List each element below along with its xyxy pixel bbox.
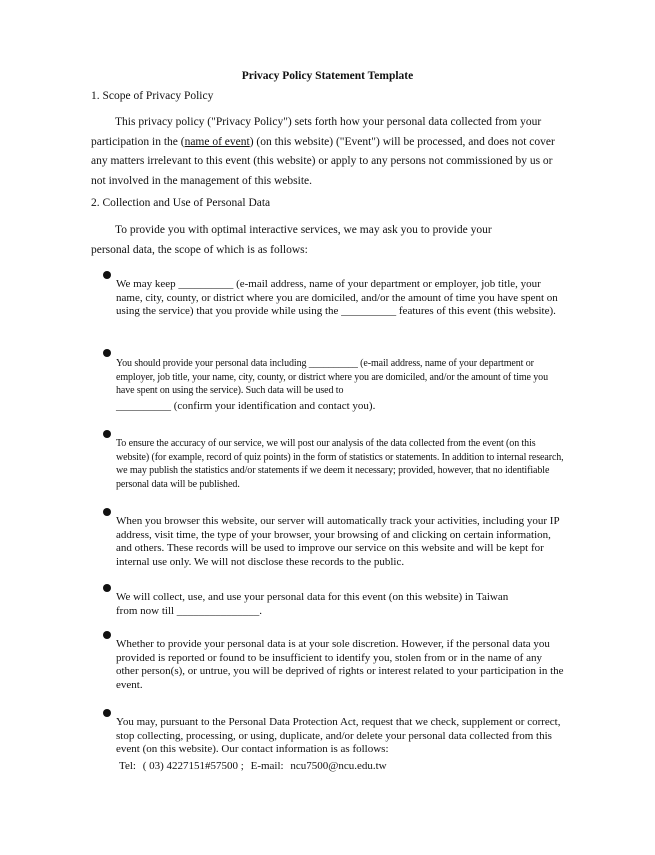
bullet-icon [103, 430, 111, 438]
email-label: E-mail: [250, 760, 284, 772]
list-item: You may, pursuant to the Personal Data Protection Act, request that we check, supplement or correct, stop collecting, processing, or using, duplicate, and/or delete your personal data collected from this event (on this website). Our contact information is as follows: [116, 716, 561, 755]
list-item: Whether to provide your personal data is at your sole discretion. However, if the personal data you provided is reported or found to be insufficient to identify you, stolen from or in the name of any other person(s), or untrue, you will be deprived of rights or interest related to your participation in the event. [116, 638, 564, 691]
bullet-icon [103, 584, 111, 592]
list-item: To ensure the accuracy of our service, we will post our analysis of the data collected from the event (on this website) (for example, record of quiz points) in the form of statistics or statements. In addition to internal research, we may publish the statistics and/or statements if we deem it necessary; provided, however, that no identifiable personal data will be published. [116, 438, 564, 490]
section-2-intro: To provide you with optimal interactive services, we may ask you to provide your personal data, the scope of which is as follows: [91, 224, 492, 256]
tel-value: ( 03) 4227151#57500 ; [142, 760, 244, 772]
section-1-text-b: ) (on this website) ("Event") will be processed, and does not cover any matters irrelevant to this event (this website) or apply to any persons not commissioned by us or not involved in the management of this website. [91, 135, 555, 187]
list-item: You should provide your personal data including __________ (e-mail address, name of your department or employer, job title, your name, city, county, or district where you are domiciled, and/or the amount of time you have spent on using the service). Such data will be used to [116, 358, 548, 396]
bullet-icon [103, 631, 111, 639]
document-title: Privacy Policy Statement Template [241, 70, 414, 82]
bullet-icon [103, 508, 111, 516]
email-value: ncu7500@ncu.edu.tw [290, 760, 387, 772]
section-1-heading: 1. Scope of Privacy Policy [91, 90, 214, 102]
list-item-continuation: __________ (confirm your identification and contact you). [116, 400, 376, 412]
event-name-placeholder: name of event [184, 135, 250, 148]
bullet-icon [103, 709, 111, 717]
list-item: We may keep __________ (e-mail address, name of your department or employer, job title, your name, city, county, or district where you are domiciled, and/or the amount of time you have spent on using the service) that you provide while using the __________ features of this event (this website). [116, 278, 558, 317]
section-1-paragraph [91, 113, 569, 191]
contact-info [119, 760, 391, 772]
list-item: When you browser this website, our server will automatically track your activities, including your IP address, visit time, the type of your browser, your browsing of and clicking on certain information, and others. These records will be used to improve our service on this website and will be kept for internal use only. We will not disclose these records to the public. [116, 515, 560, 568]
bullet-icon [103, 271, 111, 279]
list-item: We will collect, use, and use your personal data for this event (on this website) in Taiwan from now till _______________. [116, 591, 509, 617]
bullet-icon [103, 349, 111, 357]
section-2-heading: 2. Collection and Use of Personal Data [91, 197, 271, 209]
section-1-text-a: This privacy policy ("Privacy Policy") sets forth how your personal data collected from your participation in the ( [91, 116, 542, 148]
tel-label: Tel: [119, 760, 136, 772]
